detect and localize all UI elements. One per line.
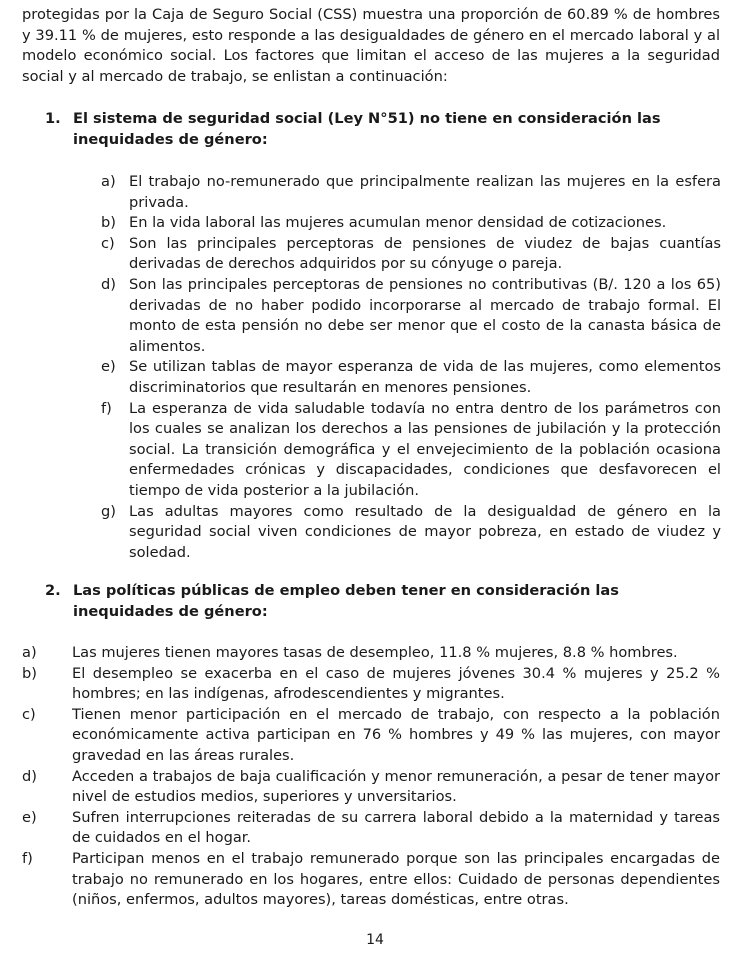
- list-item-text: Se utilizan tablas de mayor esperanza de vida de las mujeres, como elementos discriminatorios que resultarán en menores pensiones.: [129, 358, 721, 396]
- list-item-text: Tienen menor participación en el mercado de trabajo, con respecto a la población económicamente activa participan en 76 % hombres y 49 % las mujeres, con mayor gravedad en las áreas rurales.: [72, 705, 720, 764]
- list-item: [22, 808, 720, 849]
- intro-paragraph: protegidas por la Caja de Seguro Social (CSS) muestra una proporción de 60.89 % de hombres y 39.11 % de mujeres, esto responde a las desigualdades de género en el mercado laboral y al modelo económico social. Los factores que limitan el acceso de las mujeres a la seguridad social y al mercado de trabajo, se enlistan a continuación:: [22, 6, 720, 85]
- section-1-number: 1.: [45, 110, 61, 127]
- list-item: [101, 234, 721, 275]
- list-item: [22, 705, 720, 767]
- list-item: [22, 643, 720, 664]
- list-item-text: Acceden a trabajos de baja cualificación y menor remuneración, a pesar de tener mayor nivel de estudios medios, superiores y unversitarios.: [72, 767, 720, 806]
- list-marker: e): [22, 808, 37, 826]
- section-1-list: [101, 172, 721, 563]
- section-2-heading: [45, 581, 721, 622]
- list-item-text: La esperanza de vida saludable todavía no entra dentro de los parámetros con los cuales se analizan los derechos a las pensiones de jubilación y la protección social. La transición demográfica y el envejecimiento de la población ocasiona enfermedades crónicas y discapacidades, condiciones que desfavorecen el tiempo de vida posterior a la jubilación.: [129, 399, 721, 499]
- list-marker: f): [101, 399, 112, 417]
- list-item: [101, 275, 721, 357]
- list-marker: b): [101, 214, 116, 232]
- list-item-text: El trabajo no-remunerado que principalmente realizan las mujeres en la esfera privada.: [129, 173, 721, 211]
- list-item-text: Son las principales perceptoras de pensiones no contributivas (B/. 120 a los 65) derivadas de no haber podido incorporarse al mercado de trabajo formal. El monto de esta pensión no debe ser menor que el costo de la canasta básica de alimentos.: [129, 275, 721, 355]
- section-2-list: [22, 643, 720, 911]
- list-marker: e): [101, 358, 116, 376]
- list-item-text: Las mujeres tienen mayores tasas de desempleo, 11.8 % mujeres, 8.8 % hombres.: [72, 644, 678, 661]
- list-item-text: El desempleo se exacerba en el caso de mujeres jóvenes 30.4 % mujeres y 25.2 % hombres; en las indígenas, afrodescendientes y migrantes.: [72, 664, 720, 703]
- list-item: [22, 767, 720, 808]
- list-marker: c): [22, 705, 36, 723]
- list-marker: f): [22, 849, 33, 867]
- list-marker: b): [22, 664, 37, 682]
- list-marker: c): [101, 234, 115, 252]
- section-1-heading: [45, 109, 721, 150]
- list-item: [101, 399, 721, 502]
- list-item: [101, 502, 721, 564]
- list-item: [22, 849, 720, 911]
- page-number: 14: [366, 932, 384, 948]
- list-marker: d): [101, 275, 116, 293]
- list-marker: d): [22, 767, 37, 785]
- section-1-title: El sistema de seguridad social (Ley N°51) no tiene en consideración las inequidades de género:: [73, 110, 661, 148]
- list-marker: g): [101, 502, 116, 520]
- list-item-text: En la vida laboral las mujeres acumulan menor densidad de cotizaciones.: [129, 214, 667, 232]
- list-item-text: Son las principales perceptoras de pensiones de viudez de bajas cuantías derivadas de derechos adquiridos por su cónyuge o pareja.: [129, 234, 721, 273]
- list-marker: a): [101, 173, 116, 190]
- list-marker: a): [22, 644, 37, 661]
- list-item: [101, 213, 721, 234]
- list-item-text: Participan menos en el trabajo remunerado porque son las principales encargadas de trabajo no remunerado en los hogares, entre ellos: Cuidado de personas dependientes (niños, enfermos, adultos mayores), tareas domésticas, entre otras.: [72, 849, 720, 909]
- section-2-number: 2.: [45, 582, 61, 599]
- list-item: [101, 172, 721, 213]
- list-item-text: Las adultas mayores como resultado de la desigualdad de género en la seguridad social viven condiciones de mayor pobreza, en estado de viudez y soledad.: [129, 502, 721, 561]
- section-2-title: Las políticas públicas de empleo deben tener en consideración las inequidades de género:: [73, 582, 619, 620]
- list-item-text: Sufren interrupciones reiteradas de su carrera laboral debido a la maternidad y tareas de cuidados en el hogar.: [72, 808, 720, 847]
- list-item: [101, 357, 721, 398]
- list-item: [22, 664, 720, 705]
